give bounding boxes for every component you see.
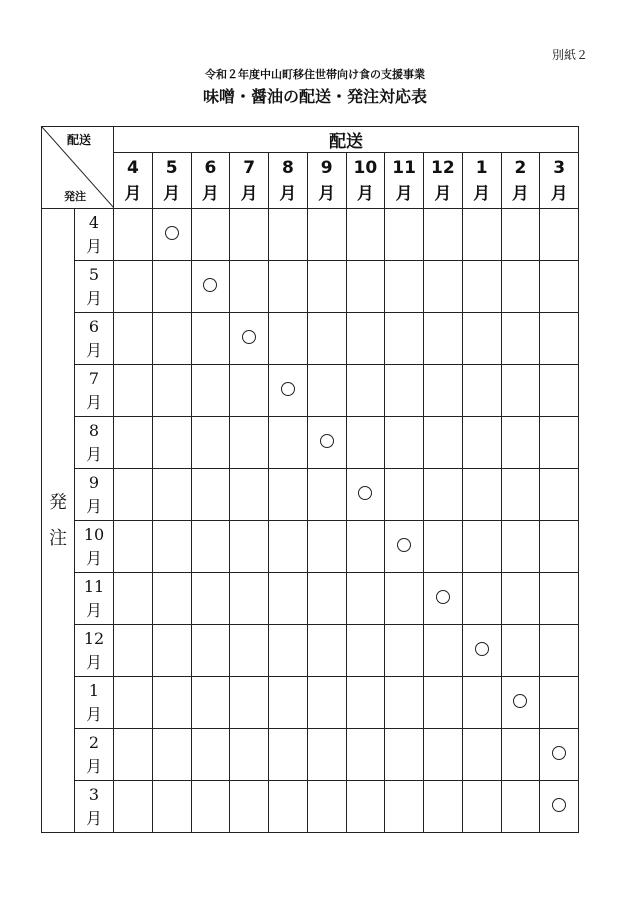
table-cell [540, 469, 579, 521]
table-cell [230, 365, 269, 417]
row-month-number: 9 [88, 472, 100, 492]
table-cell [114, 729, 153, 781]
column-month-unit: 月 [279, 183, 297, 204]
table-cell [385, 729, 424, 781]
table-cell [114, 417, 153, 469]
table-cell [269, 625, 308, 677]
table-cell [191, 365, 230, 417]
table-cell [114, 677, 153, 729]
table-cell [307, 521, 346, 573]
row-header-month [75, 781, 114, 833]
table-row [42, 209, 579, 261]
table-row [42, 417, 579, 469]
row-header-month [75, 209, 114, 261]
table-cell [424, 729, 463, 781]
table-cell [385, 781, 424, 833]
table-cell [346, 729, 385, 781]
column-month-number: 8 [281, 157, 294, 178]
row-month-number: 8 [88, 420, 100, 440]
row-header-month [75, 521, 114, 573]
table-cell [462, 313, 501, 365]
column-month-unit: 月 [240, 183, 258, 204]
table-cell [462, 729, 501, 781]
row-month-number: 3 [88, 784, 100, 804]
table-cell [540, 209, 579, 261]
table-cell [462, 521, 501, 573]
table-cell [424, 625, 463, 677]
table-cell [424, 313, 463, 365]
column-header-month [540, 153, 579, 209]
table-cell [385, 573, 424, 625]
table-cell [501, 469, 540, 521]
table-cell [191, 417, 230, 469]
table-cell [501, 209, 540, 261]
attachment-label: 別紙２ [551, 48, 588, 62]
table-cell [269, 573, 308, 625]
table-cell [540, 313, 579, 365]
column-month-unit: 月 [124, 183, 142, 204]
table-cell [191, 781, 230, 833]
table-cell [307, 417, 346, 469]
table-cell [152, 261, 191, 313]
table-cell [307, 573, 346, 625]
table-cell [230, 417, 269, 469]
table-cell [385, 313, 424, 365]
row-header-month [75, 365, 114, 417]
table-cell [269, 677, 308, 729]
table-cell [191, 261, 230, 313]
table-cell [501, 625, 540, 677]
table-cell [540, 417, 579, 469]
column-header-month [191, 153, 230, 209]
table-cell [307, 625, 346, 677]
column-group-header: 配送 [114, 127, 579, 153]
column-header-month [114, 153, 153, 209]
row-header-month [75, 417, 114, 469]
row-month-unit: 月 [85, 340, 102, 360]
table-cell [307, 209, 346, 261]
row-month-number: 7 [88, 368, 100, 388]
column-header-month [152, 153, 191, 209]
month-header-row [42, 153, 579, 209]
column-header-month [230, 153, 269, 209]
table-cell [152, 573, 191, 625]
table-cell [114, 469, 153, 521]
table-cell [152, 729, 191, 781]
table-cell [385, 209, 424, 261]
column-month-number: 9 [320, 157, 333, 178]
column-header-month [462, 153, 501, 209]
column-month-unit: 月 [395, 183, 413, 204]
table-cell [540, 625, 579, 677]
row-group-char: 発 [49, 491, 67, 513]
circle-mark-icon [165, 226, 179, 240]
column-month-unit: 月 [201, 183, 219, 204]
table-cell [230, 313, 269, 365]
row-month-unit: 月 [85, 392, 102, 412]
table-cell [424, 365, 463, 417]
column-month-number: 3 [553, 157, 566, 178]
column-header-month [501, 153, 540, 209]
table-cell [424, 677, 463, 729]
document-title: 味噌・醤油の配送・発注対応表 [202, 87, 427, 106]
circle-mark-icon [552, 746, 566, 760]
table-cell [307, 365, 346, 417]
table-cell [114, 521, 153, 573]
column-header-month [269, 153, 308, 209]
table-cell [230, 625, 269, 677]
table-body [42, 209, 579, 833]
table-cell [152, 625, 191, 677]
row-month-unit: 月 [85, 444, 102, 464]
delivery-order-table [41, 126, 579, 833]
table-cell [230, 469, 269, 521]
table-cell [501, 417, 540, 469]
table-cell [307, 781, 346, 833]
table-cell [191, 521, 230, 573]
column-month-number: 5 [165, 157, 178, 178]
table-cell [307, 469, 346, 521]
table-cell [462, 781, 501, 833]
row-month-unit: 月 [85, 756, 102, 776]
table-cell [191, 209, 230, 261]
table-cell [114, 209, 153, 261]
table-row [42, 573, 579, 625]
table-cell [501, 677, 540, 729]
table-cell [424, 573, 463, 625]
circle-mark-icon [358, 486, 372, 500]
table-cell [462, 209, 501, 261]
column-month-number: 6 [204, 157, 217, 178]
table-cell [346, 365, 385, 417]
table-row [42, 521, 579, 573]
table-cell [540, 573, 579, 625]
circle-mark-icon [552, 798, 566, 812]
table-cell [462, 417, 501, 469]
row-month-unit: 月 [85, 808, 102, 828]
table-cell [424, 469, 463, 521]
table-cell [307, 313, 346, 365]
column-month-unit: 月 [434, 183, 452, 204]
table-row [42, 677, 579, 729]
table-cell [540, 729, 579, 781]
circle-mark-icon [513, 694, 527, 708]
table-cell [462, 677, 501, 729]
table-row [42, 313, 579, 365]
table-cell [152, 521, 191, 573]
table-cell [191, 573, 230, 625]
table-cell [307, 677, 346, 729]
table-cell [424, 781, 463, 833]
row-month-unit: 月 [85, 236, 102, 256]
row-header-month [75, 625, 114, 677]
table-cell [191, 625, 230, 677]
table-cell [346, 313, 385, 365]
row-month-unit: 月 [85, 600, 102, 620]
row-header-month [75, 261, 114, 313]
table-cell [385, 677, 424, 729]
table-cell [501, 521, 540, 573]
table-cell [385, 365, 424, 417]
table-cell [114, 261, 153, 313]
row-month-number: 2 [88, 732, 100, 752]
column-month-number: 7 [243, 157, 256, 178]
table-cell [346, 417, 385, 469]
table-row [42, 469, 579, 521]
column-month-number: 10 [353, 157, 378, 178]
table-cell [269, 209, 308, 261]
table-cell [114, 365, 153, 417]
row-month-number: 4 [88, 212, 100, 232]
table-cell [230, 781, 269, 833]
table-row [42, 365, 579, 417]
document-subtitle: 令和２年度中山町移住世帯向け食の支援事業 [205, 68, 425, 81]
table-cell [462, 365, 501, 417]
table-cell [346, 677, 385, 729]
row-month-unit: 月 [85, 548, 102, 568]
table-cell [152, 209, 191, 261]
table-cell [385, 469, 424, 521]
table-cell [152, 417, 191, 469]
table-cell [346, 261, 385, 313]
row-month-unit: 月 [85, 652, 102, 672]
table-cell [152, 469, 191, 521]
row-month-number: 5 [88, 264, 100, 284]
table-cell [540, 365, 579, 417]
row-month-number: 12 [83, 628, 105, 648]
table-cell [307, 729, 346, 781]
table-cell [230, 209, 269, 261]
row-month-unit: 月 [85, 704, 102, 724]
row-month-number: 1 [88, 680, 100, 700]
circle-mark-icon [397, 538, 411, 552]
table-cell [540, 781, 579, 833]
corner-label-delivery: 配送 [66, 133, 91, 147]
table-cell [501, 729, 540, 781]
table-cell [540, 521, 579, 573]
column-header-month [307, 153, 346, 209]
table-cell [501, 365, 540, 417]
table-cell [540, 677, 579, 729]
column-month-unit: 月 [550, 183, 568, 204]
table-cell [269, 417, 308, 469]
corner-cell [42, 127, 114, 209]
circle-mark-icon [203, 278, 217, 292]
table-cell [230, 729, 269, 781]
table-cell [346, 573, 385, 625]
table-cell [191, 677, 230, 729]
table-cell [385, 417, 424, 469]
circle-mark-icon [242, 330, 256, 344]
row-month-unit: 月 [85, 496, 102, 516]
circle-mark-icon [475, 642, 489, 656]
row-group-char: 注 [49, 527, 67, 549]
circle-mark-icon [320, 434, 334, 448]
column-month-number: 1 [475, 157, 488, 178]
table-cell [269, 729, 308, 781]
circle-mark-icon [281, 382, 295, 396]
table-cell [346, 625, 385, 677]
column-header-month [385, 153, 424, 209]
column-month-number: 4 [126, 157, 139, 178]
table-cell [462, 573, 501, 625]
table-cell [230, 677, 269, 729]
table-cell [114, 781, 153, 833]
table-cell [114, 573, 153, 625]
table-cell [114, 313, 153, 365]
row-header-month [75, 677, 114, 729]
table-cell [462, 261, 501, 313]
table-cell [540, 261, 579, 313]
table-cell [152, 781, 191, 833]
table-cell [424, 261, 463, 313]
column-month-unit: 月 [356, 183, 374, 204]
column-month-number: 11 [392, 157, 416, 178]
table-cell [501, 781, 540, 833]
table-cell [385, 521, 424, 573]
column-month-number: 12 [431, 157, 455, 178]
column-month-unit: 月 [473, 183, 491, 204]
table-row [42, 729, 579, 781]
table-cell [307, 261, 346, 313]
column-header-month [346, 153, 385, 209]
table-cell [462, 469, 501, 521]
row-header-month [75, 573, 114, 625]
table-cell [501, 573, 540, 625]
table-cell [191, 469, 230, 521]
column-month-number: 2 [514, 157, 527, 178]
table-cell [346, 209, 385, 261]
corner-label-order: 発注 [64, 190, 86, 203]
table-cell [152, 365, 191, 417]
table-cell [269, 781, 308, 833]
row-month-number: 6 [88, 316, 100, 336]
table-cell [346, 521, 385, 573]
table-cell [424, 417, 463, 469]
table-cell [462, 625, 501, 677]
table-cell [230, 261, 269, 313]
circle-mark-icon [436, 590, 450, 604]
table-cell [230, 573, 269, 625]
table-cell [152, 677, 191, 729]
table-cell [424, 521, 463, 573]
table-cell [269, 313, 308, 365]
table-row [42, 781, 579, 833]
table-cell [269, 469, 308, 521]
row-header-month [75, 313, 114, 365]
table-cell [501, 313, 540, 365]
table-row [42, 625, 579, 677]
column-month-unit: 月 [511, 183, 529, 204]
table-cell [152, 313, 191, 365]
row-group-label [42, 209, 75, 833]
table-row [42, 261, 579, 313]
column-month-unit: 月 [318, 183, 336, 204]
table-cell [385, 625, 424, 677]
table-cell [385, 261, 424, 313]
row-header-month [75, 729, 114, 781]
row-header-month [75, 469, 114, 521]
table-cell [346, 781, 385, 833]
table-cell [346, 469, 385, 521]
column-header-month [424, 153, 463, 209]
row-month-number: 10 [83, 524, 105, 544]
row-month-unit: 月 [85, 288, 102, 308]
table-cell [269, 365, 308, 417]
table-cell [269, 521, 308, 573]
column-month-unit: 月 [163, 183, 181, 204]
table-cell [191, 729, 230, 781]
table-cell [269, 261, 308, 313]
table-cell [230, 521, 269, 573]
table-cell [501, 261, 540, 313]
table-cell [114, 625, 153, 677]
table-cell [191, 313, 230, 365]
row-month-number: 11 [83, 576, 105, 596]
table-cell [424, 209, 463, 261]
